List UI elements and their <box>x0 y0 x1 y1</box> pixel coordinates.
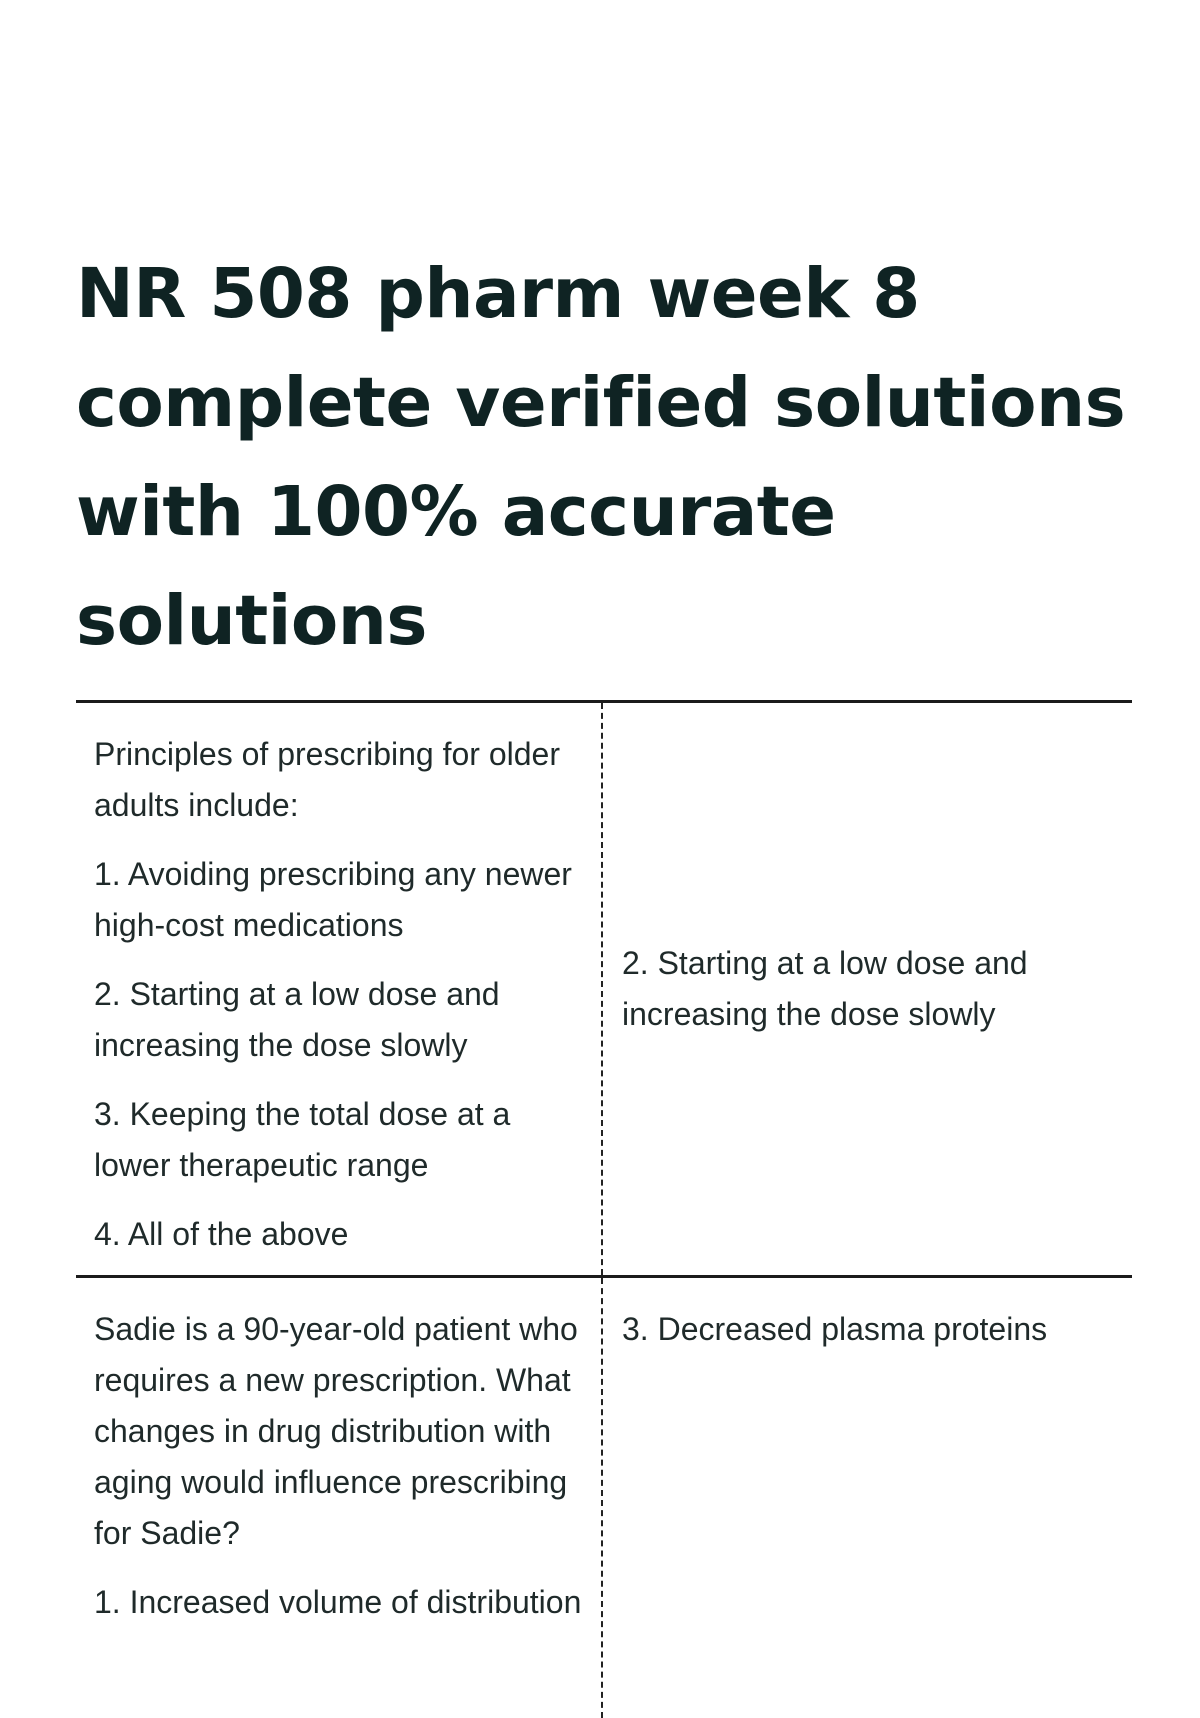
question-text: Principles of prescribing for older adults include: <box>94 736 560 823</box>
question-cell <box>76 1278 602 1718</box>
flashcard-table <box>76 700 1132 1718</box>
answer-cell <box>602 703 1132 1275</box>
option-text: 4. All of the above <box>94 1216 349 1252</box>
title-line: solutions <box>76 581 427 661</box>
question-text: Sadie is a 90-year-old patient who requires a new prescription. What changes in drug distribution with aging would influence prescribing for Sadie? <box>94 1311 578 1551</box>
flashcard-row <box>76 700 1132 1275</box>
title-line: complete verified solutions <box>76 363 1126 443</box>
title-line: with 100% accurate <box>76 472 836 552</box>
answer-text: 2. Starting at a low dose and increasing the dose slowly <box>622 945 1028 1032</box>
title-line: NR 508 pharm week 8 <box>76 254 920 334</box>
answer-text: 3. Decreased plasma proteins <box>622 1311 1048 1347</box>
option-text: 1. Increased volume of distribution <box>94 1584 582 1620</box>
answer-cell <box>602 1278 1132 1718</box>
option-text: 2. Starting at a low dose and increasing the dose slowly <box>94 976 500 1063</box>
question-cell <box>76 703 602 1275</box>
option-text: 1. Avoiding prescribing any newer high-cost medications <box>94 856 572 943</box>
document-title <box>76 240 1136 676</box>
option-text: 3. Keeping the total dose at a lower therapeutic range <box>94 1096 511 1183</box>
flashcard-row <box>76 1275 1132 1718</box>
